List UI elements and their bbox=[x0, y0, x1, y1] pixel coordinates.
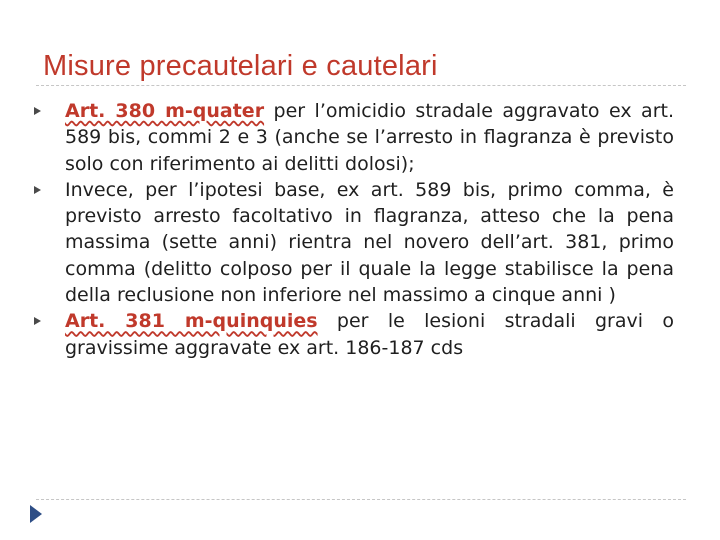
bullet-item-art-381 bbox=[34, 308, 674, 361]
nav-arrow-icon[interactable] bbox=[29, 504, 43, 524]
footer-divider bbox=[36, 499, 686, 500]
arrow-bullet-icon bbox=[34, 107, 41, 115]
article-reference-381-m-quinquies: Art. 381 m-quinquies bbox=[65, 310, 318, 333]
article-reference-380-m-quater: Art. 380 m-quater bbox=[65, 100, 265, 122]
bullet-list bbox=[34, 98, 674, 361]
bullet-text: per le lesioni stradali gravi o gravissime aggravate ex art. 186-187 cds bbox=[65, 310, 675, 359]
title-divider bbox=[36, 85, 686, 86]
arrow-bullet-icon bbox=[34, 317, 41, 325]
nav-arrow-shape bbox=[30, 505, 42, 523]
slide-title: Misure precautelari e cautelari bbox=[43, 50, 438, 82]
arrow-bullet-icon bbox=[34, 186, 41, 194]
bullet-item-ipotesi-base bbox=[34, 177, 674, 308]
bullet-item-art-380 bbox=[34, 98, 674, 177]
bullet-text: Invece, per l’ipotesi base, ex art. 589 bis, primo comma, è previsto arresto facoltativo in flagranza, atteso che la pena massima (sette anni) rientra nel novero dell’art. 381, primo comma (delitto colposo per il quale la legge stabilisce la pena della reclusione non inferiore nel massimo a cinque anni ) bbox=[65, 178, 674, 307]
bullet-text: per l’omicidio stradale aggravato ex art. 589 bis, commi 2 e 3 (anche se l’arresto in flagranza è previsto solo con riferimento ai delitti dolosi); bbox=[65, 100, 674, 175]
